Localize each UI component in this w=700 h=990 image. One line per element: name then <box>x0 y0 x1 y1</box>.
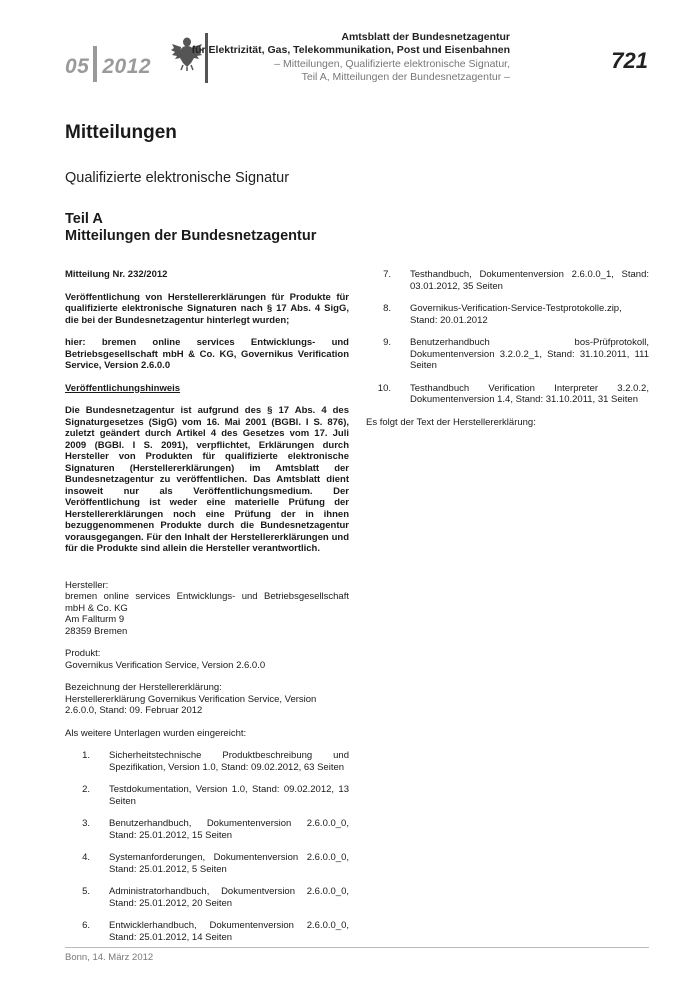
list-item <box>65 750 349 773</box>
list-item-text: Testdokumentation, Version 1.0, Stand: 09.02.2012, 13 Seiten <box>109 784 349 807</box>
list-item <box>366 337 649 372</box>
list-item-text: Testhandbuch Verification Interpreter 3.2.0.2, Dokumentenversion 1.4, Stand: 31.10.2011, 31 Seiten <box>410 382 649 405</box>
product-label: Produkt: <box>65 648 101 659</box>
list-item-number: 6. <box>82 920 90 931</box>
manufacturer-city: 28359 Bremen <box>65 625 128 637</box>
left-column <box>65 269 349 954</box>
page-number: 721 <box>611 48 648 73</box>
page-subtitle: Qualifizierte elektronische Signatur <box>65 170 290 186</box>
manufacturer-label: Hersteller: <box>65 579 109 591</box>
notice-number: Mitteilung Nr. 232/2012 <box>65 269 168 280</box>
publication-note-text: Die Bundesnetzagentur ist aufgrund des § 17 Abs. 4 des Signaturgesetzes (SigG) vom 16. Mai 2001 (BGBl. I S. 876), zuletzt geändert durch Artikel 4 des Gesetzes vom 17. Juli 2009 (BGBl. I S. 2091), verpflichtet, Erklärungen durch Hersteller von Produkten für qualifizierte elektronische Signaturen (Herstellererklärungen) im Amtsblatt der Bundesnetzagentur zu veröffentlichen. Das Amtsblatt dient insoweit nur als Veröffentlichungsmedium. Der Veröffentlichung ist weder eine materielle Prüfung der Herstellererklärungen noch eine Prüfung der in ihnen bezuggenommenen Produkte durch die Bundesnetzagentur vorausgegangen. Für den Inhalt der Herstellererklärungen und für die Produkte sind allein die Hersteller verantwortlich. <box>65 405 349 554</box>
list-item <box>65 852 349 875</box>
list-item-text: Sicherheitstechnische Produktbeschreibung und Spezifikation, Version 1.0, Stand: 09.02.2012, 63 Seiten <box>109 750 349 773</box>
issue-divider <box>93 46 97 82</box>
list-item-number: 10. <box>377 382 391 394</box>
list-item-number: 8. <box>383 303 391 314</box>
list-item <box>65 818 349 841</box>
part-heading <box>65 211 316 245</box>
footer-divider <box>65 947 649 948</box>
list-item-number: 4. <box>82 852 90 863</box>
list-item-text: Governikus-Verification-Service-Testprotokolle.zip, Stand: 20.01.2012 <box>410 303 622 326</box>
list-item-number: 3. <box>82 818 90 829</box>
gazette-title <box>190 31 510 56</box>
list-item <box>65 886 349 909</box>
documents-list-right <box>366 269 649 406</box>
declaration-value: Herstellererklärung Governikus Verification Service, Version 2.6.0.0, Stand: 09. Februar 2012 <box>65 693 317 716</box>
issue-number-text: 05 <box>65 55 90 78</box>
list-item-text: Benutzerhandbuch, Dokumentenversion 2.6.0.0_0, Stand: 25.01.2012, 15 Seiten <box>109 818 349 841</box>
notice-subject: hier: bremen online services Entwicklungs- und Betriebsgesellschaft mbH & Co. KG, Governikus Verification Service, Version 2.6.0.0 <box>65 337 349 371</box>
section-subtitle <box>190 58 510 83</box>
notice-intro: Veröffentlichung von Herstellererklärungen für Produkte für qualifizierte elektronische Signaturen nach § 17 Abs. 4 SigG, die bei der Bundesnetzagentur hinterlegt wurden; <box>65 291 349 326</box>
list-item <box>366 383 649 406</box>
gazette-title-line1: Amtsblatt der Bundesnetzagentur <box>341 31 510 43</box>
list-item-number: 7. <box>383 269 391 280</box>
publication-note-heading: Veröffentlichungshinweis <box>65 382 181 394</box>
list-item <box>366 303 649 326</box>
list-item <box>65 920 349 943</box>
issue-year: 2012 <box>102 55 152 78</box>
section-subtitle-line1: – Mitteilungen, Qualifizierte elektronische Signatur, <box>274 58 510 70</box>
manufacturer-name: bremen online services Entwicklungs- und Betriebsgesellschaft mbH & Co. KG <box>65 591 349 614</box>
list-item-text: Administratorhandbuch, Dokumentversion 2.6.0.0_0, Stand: 25.01.2012, 20 Seiten <box>109 886 349 909</box>
list-item-text: Systemanforderungen, Dokumentenversion 2.6.0.0_0, Stand: 25.01.2012, 5 Seiten <box>109 852 349 875</box>
list-item-text: Entwicklerhandbuch, Dokumentenversion 2.6.0.0_0, Stand: 25.01.2012, 14 Seiten <box>109 920 349 943</box>
footer-place-date: Bonn, 14. März 2012 <box>65 952 154 963</box>
declaration-block <box>65 682 349 717</box>
list-item-number: 2. <box>82 784 90 795</box>
declaration-follows-note: Es folgt der Text der Herstellererklärung: <box>366 416 536 428</box>
manufacturer-street: Am Fallturm 9 <box>65 614 125 625</box>
list-item <box>65 784 349 807</box>
part-heading-line2: Mitteilungen der Bundesnetzagentur <box>65 228 317 244</box>
declaration-label: Bezeichnung der Herstellererklärung: <box>65 682 222 693</box>
product-value: Governikus Verification Service, Version 2.6.0.0 <box>65 659 266 671</box>
list-item <box>366 269 649 292</box>
manufacturer-block <box>65 580 349 638</box>
documents-intro: Als weitere Unterlagen wurden eingereicht: <box>65 727 247 739</box>
list-item-number: 9. <box>383 337 391 348</box>
product-block <box>65 648 349 671</box>
list-item-number: 1. <box>82 750 90 761</box>
part-heading-line1: Teil A <box>65 211 103 227</box>
page-title: Mitteilungen <box>65 122 177 143</box>
documents-list-left <box>65 750 349 943</box>
section-subtitle-line2: Teil A, Mitteilungen der Bundesnetzagentur – <box>301 70 510 83</box>
list-item-text: Benutzerhandbuch bos-Prüfprotokoll, Dokumentenversion 3.2.0.2_1, Stand: 31.10.2011, 111 Seiten <box>410 337 649 371</box>
gazette-title-line2: für Elektrizität, Gas, Telekommunikation, Post und Eisenbahnen <box>191 43 510 56</box>
issue-number <box>65 46 151 82</box>
list-item-number: 5. <box>82 886 90 897</box>
right-column <box>366 269 649 439</box>
list-item-text: Testhandbuch, Dokumentenversion 2.6.0.0_1, Stand: 03.01.2012, 35 Seiten <box>410 269 649 292</box>
